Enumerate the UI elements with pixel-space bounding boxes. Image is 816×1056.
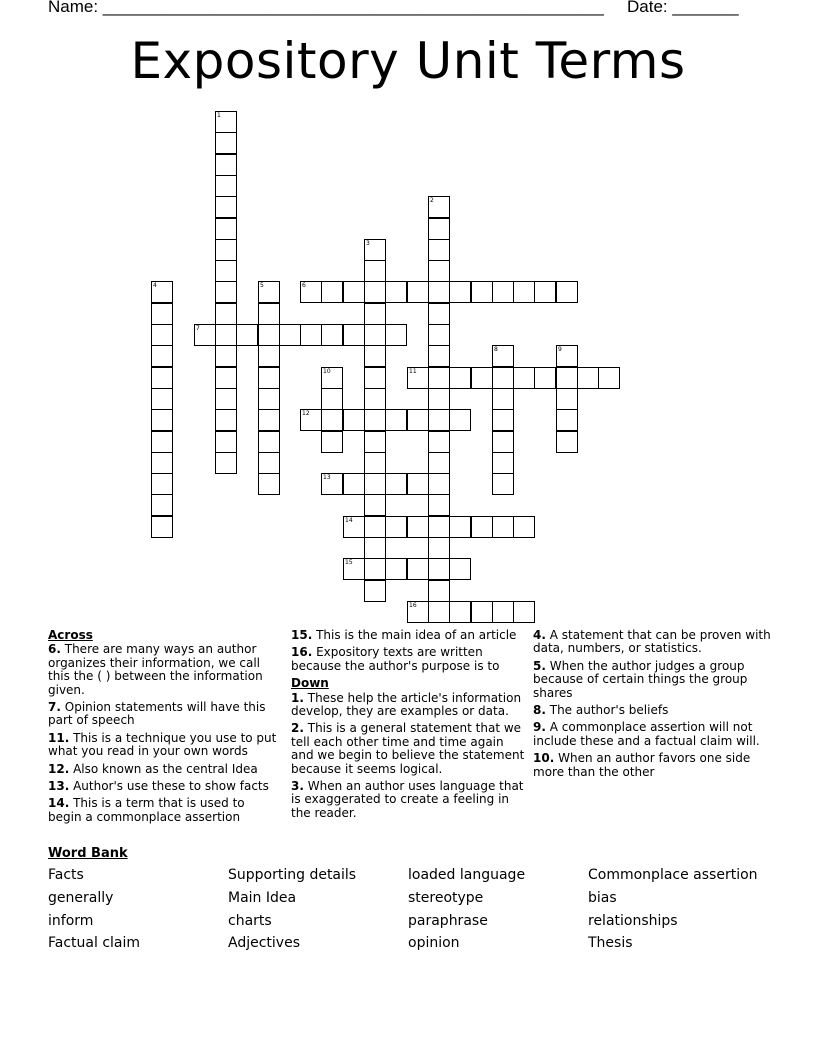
crossword-cell[interactable]	[407, 601, 429, 623]
clue-across-7: 7. Opinion statements will have this part of speech	[48, 700, 266, 728]
crossword-cell[interactable]	[151, 367, 173, 389]
crossword-cell[interactable]	[279, 324, 301, 346]
word-bank-item: charts	[228, 913, 272, 929]
crossword-cell[interactable]	[215, 452, 237, 474]
crossword-cell[interactable]	[407, 473, 429, 495]
word-bank-item: Supporting details	[228, 867, 357, 883]
crossword-cell[interactable]	[428, 218, 450, 240]
crossword-cell[interactable]	[428, 303, 450, 325]
crossword-cell[interactable]	[258, 324, 280, 346]
clue-across-16: 16. Expository texts are written because the author's purpose is to	[291, 645, 500, 673]
clue-down-5: 5. When the author judges a group because of certain things the group shares	[533, 658, 748, 700]
crossword-cell[interactable]	[534, 367, 556, 389]
clue-number-label: 5	[260, 282, 264, 289]
clue-across-12: 12. Also known as the central Idea	[48, 761, 258, 776]
clue-number-label: 14	[345, 517, 353, 524]
crossword-cell[interactable]	[556, 345, 578, 367]
crossword-cell[interactable]	[215, 345, 237, 367]
clue-across-14: 14. This is a term that is used to begin a commonplace assertion	[48, 796, 245, 824]
crossword-cell[interactable]	[258, 367, 280, 389]
crossword-cell[interactable]	[258, 473, 280, 495]
word-bank-heading: Word Bank	[48, 846, 128, 861]
crossword-cell[interactable]	[556, 281, 578, 303]
date-field-label: Date: _______	[627, 0, 739, 16]
word-bank-item: loaded language	[408, 867, 526, 883]
clue-down-10: 10. When an author favors one side more than the other	[533, 751, 751, 779]
clue-number-label: 15	[345, 559, 353, 566]
crossword-cell[interactable]	[215, 303, 237, 325]
crossword-cell[interactable]	[258, 281, 280, 303]
crossword-cell[interactable]	[556, 367, 578, 389]
crossword-cell[interactable]	[407, 409, 429, 431]
crossword-cell[interactable]	[385, 281, 407, 303]
crossword-cell[interactable]	[513, 601, 535, 623]
page-title: Expository Unit Terms	[130, 32, 686, 90]
crossword-cell[interactable]	[258, 452, 280, 474]
clue-number-label: 3	[366, 240, 370, 247]
crossword-cell[interactable]	[258, 345, 280, 367]
clue-down-9: 9. A commonplace assertion will not include these and a factual claim will.	[533, 720, 760, 748]
clue-number-label: 1	[217, 112, 221, 119]
crossword-cell[interactable]	[407, 558, 429, 580]
crossword-cell[interactable]	[492, 431, 514, 453]
crossword-cell[interactable]	[364, 580, 386, 602]
crossword-cell[interactable]	[471, 367, 493, 389]
crossword-cell[interactable]	[151, 452, 173, 474]
crossword-cell[interactable]	[215, 388, 237, 410]
crossword-cell[interactable]	[364, 260, 386, 282]
word-bank-item: Main Idea	[228, 890, 297, 906]
crossword-cell[interactable]	[215, 239, 237, 261]
crossword-cell[interactable]	[343, 473, 365, 495]
crossword-cell[interactable]	[492, 388, 514, 410]
crossword-cell[interactable]	[428, 345, 450, 367]
clue-number-label: 9	[558, 346, 562, 353]
clues-column-2	[291, 629, 527, 824]
crossword-cell[interactable]	[215, 367, 237, 389]
crossword-cell[interactable]	[449, 516, 471, 538]
crossword-cell[interactable]	[556, 409, 578, 431]
word-bank-item: Facts	[48, 867, 84, 883]
crossword-cell[interactable]	[364, 431, 386, 453]
crossword-cell[interactable]	[492, 367, 514, 389]
crossword-cell[interactable]	[385, 324, 407, 346]
crossword-cell[interactable]	[258, 303, 280, 325]
crossword-cell[interactable]	[215, 281, 237, 303]
crossword-cell[interactable]	[194, 324, 216, 346]
crossword-cell[interactable]	[513, 367, 535, 389]
crossword-cell[interactable]	[364, 367, 386, 389]
crossword-cell[interactable]	[428, 409, 450, 431]
crossword-cell[interactable]	[449, 558, 471, 580]
crossword-cell[interactable]	[300, 324, 322, 346]
crossword-cell[interactable]	[215, 154, 237, 176]
crossword-cell[interactable]	[385, 473, 407, 495]
word-bank-item: generally	[48, 890, 114, 906]
crossword-cell[interactable]	[407, 367, 429, 389]
crossword-cell[interactable]	[343, 516, 365, 538]
crossword-cell[interactable]	[492, 409, 514, 431]
crossword-cell[interactable]	[492, 601, 514, 623]
crossword-cell[interactable]	[151, 388, 173, 410]
crossword-cell[interactable]	[428, 516, 450, 538]
crossword-cell[interactable]	[428, 558, 450, 580]
crossword-cell[interactable]	[428, 473, 450, 495]
clue-across-13: 13. Author's use these to show facts	[48, 779, 269, 794]
name-field-label: Name: _____________________________________________________	[48, 0, 604, 16]
crossword-cell[interactable]	[215, 111, 237, 133]
word-bank-item: bias	[588, 890, 617, 906]
crossword-cell[interactable]	[215, 324, 237, 346]
crossword-cell[interactable]	[449, 409, 471, 431]
word-bank-item: Thesis	[588, 935, 633, 951]
crossword-cell[interactable]	[151, 409, 173, 431]
clues-column-1	[48, 629, 280, 828]
crossword-cell[interactable]	[215, 196, 237, 218]
clue-number-label: 16	[409, 602, 417, 609]
crossword-cell[interactable]	[364, 324, 386, 346]
crossword-cell[interactable]	[428, 388, 450, 410]
crossword-cell[interactable]	[449, 601, 471, 623]
crossword-cell[interactable]	[428, 580, 450, 602]
crossword-cell[interactable]	[151, 303, 173, 325]
clues-column-3	[533, 629, 773, 783]
crossword-cell[interactable]	[151, 494, 173, 516]
crossword-cell[interactable]	[492, 473, 514, 495]
crossword-cell[interactable]	[449, 281, 471, 303]
crossword-cell[interactable]	[321, 388, 343, 410]
crossword-cell[interactable]	[343, 324, 365, 346]
clue-number-label: 11	[409, 368, 417, 375]
crossword-cell[interactable]	[321, 409, 343, 431]
crossword-cell[interactable]	[513, 281, 535, 303]
crossword-cell[interactable]	[364, 516, 386, 538]
crossword-cell[interactable]	[321, 324, 343, 346]
crossword-cell[interactable]	[428, 239, 450, 261]
crossword-cell[interactable]	[321, 473, 343, 495]
word-bank-item: paraphrase	[408, 913, 488, 929]
clue-number-label: 12	[302, 410, 310, 417]
clue-down-4: 4. A statement that can be proven with data, numbers, or statistics.	[533, 628, 771, 656]
crossword-cell[interactable]	[215, 218, 237, 240]
crossword-cell[interactable]	[151, 473, 173, 495]
clue-down-8: 8. The author's beliefs	[533, 703, 669, 718]
crossword-cell[interactable]	[598, 367, 620, 389]
crossword-cell[interactable]	[215, 409, 237, 431]
crossword-cell[interactable]	[407, 516, 429, 538]
clue-number-label: 13	[323, 474, 331, 481]
clue-number-label: 2	[430, 197, 434, 204]
clue-down-2: 2. This is a general statement that we tell each other time and time again and we begin to believe the statement because it seems logical.	[291, 721, 525, 776]
crossword-cell[interactable]	[364, 303, 386, 325]
crossword-cell[interactable]	[151, 324, 173, 346]
crossword-cell[interactable]	[151, 281, 173, 303]
crossword-cell[interactable]	[236, 324, 258, 346]
word-bank-item: Adjectives	[228, 935, 300, 951]
crossword-cell[interactable]	[385, 558, 407, 580]
crossword-cell[interactable]	[364, 452, 386, 474]
crossword-cell[interactable]	[321, 281, 343, 303]
crossword-cell[interactable]	[428, 601, 450, 623]
crossword-cell[interactable]	[492, 516, 514, 538]
crossword-cell[interactable]	[321, 431, 343, 453]
crossword-cell[interactable]	[385, 409, 407, 431]
crossword-cell[interactable]	[556, 431, 578, 453]
crossword-cell[interactable]	[343, 558, 365, 580]
crossword-cell[interactable]	[385, 516, 407, 538]
crossword-cell[interactable]	[428, 367, 450, 389]
clue-down-1: 1. These help the article's information develop, they are examples or data.	[291, 690, 522, 719]
crossword-cell[interactable]	[258, 409, 280, 431]
crossword-cell[interactable]	[492, 452, 514, 474]
crossword-cell[interactable]	[407, 281, 429, 303]
word-bank-item: opinion	[408, 935, 460, 951]
crossword-cell[interactable]	[364, 494, 386, 516]
clue-across-6: 6. There are many ways an author organizes their information, we call this the ( ) between the information given.	[48, 642, 263, 697]
crossword-cell[interactable]	[151, 516, 173, 538]
crossword-cell[interactable]	[364, 345, 386, 367]
crossword-cell[interactable]	[428, 196, 450, 218]
crossword-cell[interactable]	[364, 281, 386, 303]
clue-number-label: 7	[196, 325, 200, 332]
word-bank-item: relationships	[588, 913, 678, 929]
crossword-cell[interactable]	[215, 431, 237, 453]
clue-across-11: 11. This is a technique you use to put what you read in your own words	[48, 730, 277, 759]
crossword-cell[interactable]	[364, 558, 386, 580]
crossword-cell[interactable]	[215, 132, 237, 154]
crossword-cell[interactable]	[151, 431, 173, 453]
crossword-cell[interactable]	[449, 367, 471, 389]
crossword-cell[interactable]	[492, 281, 514, 303]
crossword-cell[interactable]	[577, 367, 599, 389]
word-bank-item: Commonplace assertion	[588, 867, 758, 883]
crossword-cell[interactable]	[364, 473, 386, 495]
crossword-cell[interactable]	[428, 260, 450, 282]
word-bank-item: stereotype	[408, 890, 484, 906]
down-heading: Down	[291, 676, 329, 691]
crossword-cell[interactable]	[321, 367, 343, 389]
crossword-cell[interactable]	[343, 281, 365, 303]
clue-number-label: 4	[153, 282, 157, 289]
crossword-cell[interactable]	[151, 345, 173, 367]
crossword-cell[interactable]	[492, 345, 514, 367]
crossword-cell[interactable]	[428, 431, 450, 453]
crossword-cell[interactable]	[556, 388, 578, 410]
crossword-cell[interactable]	[428, 281, 450, 303]
word-bank-item: inform	[48, 913, 94, 929]
crossword-cell[interactable]	[364, 409, 386, 431]
crossword-cell[interactable]	[471, 516, 493, 538]
crossword-cell[interactable]	[364, 537, 386, 559]
crossword-cell[interactable]	[534, 281, 556, 303]
crossword-cell[interactable]	[428, 494, 450, 516]
crossword-cell[interactable]	[471, 601, 493, 623]
crossword-cell[interactable]	[300, 281, 322, 303]
crossword-cell[interactable]	[258, 388, 280, 410]
crossword-cell[interactable]	[215, 175, 237, 197]
crossword-cell[interactable]	[364, 239, 386, 261]
crossword-cell[interactable]	[428, 324, 450, 346]
crossword-cell[interactable]	[513, 516, 535, 538]
clue-across-15: 15. This is the main idea of an article	[291, 628, 517, 642]
clue-number-label: 8	[494, 346, 498, 353]
crossword-cell[interactable]	[343, 409, 365, 431]
crossword-cell[interactable]	[258, 431, 280, 453]
crossword-cell[interactable]	[215, 260, 237, 282]
clue-down-3: 3. When an author uses language that is exaggerated to create a feeling in the reader.	[291, 779, 524, 820]
clue-number-label: 6	[302, 282, 306, 289]
crossword-cell[interactable]	[300, 409, 322, 431]
crossword-cell[interactable]	[428, 537, 450, 559]
across-heading: Across	[48, 628, 93, 642]
crossword-cell[interactable]	[364, 388, 386, 410]
crossword-cell[interactable]	[471, 281, 493, 303]
clue-number-label: 10	[323, 368, 331, 375]
word-bank-item: Factual claim	[48, 935, 141, 951]
crossword-cell[interactable]	[428, 452, 450, 474]
